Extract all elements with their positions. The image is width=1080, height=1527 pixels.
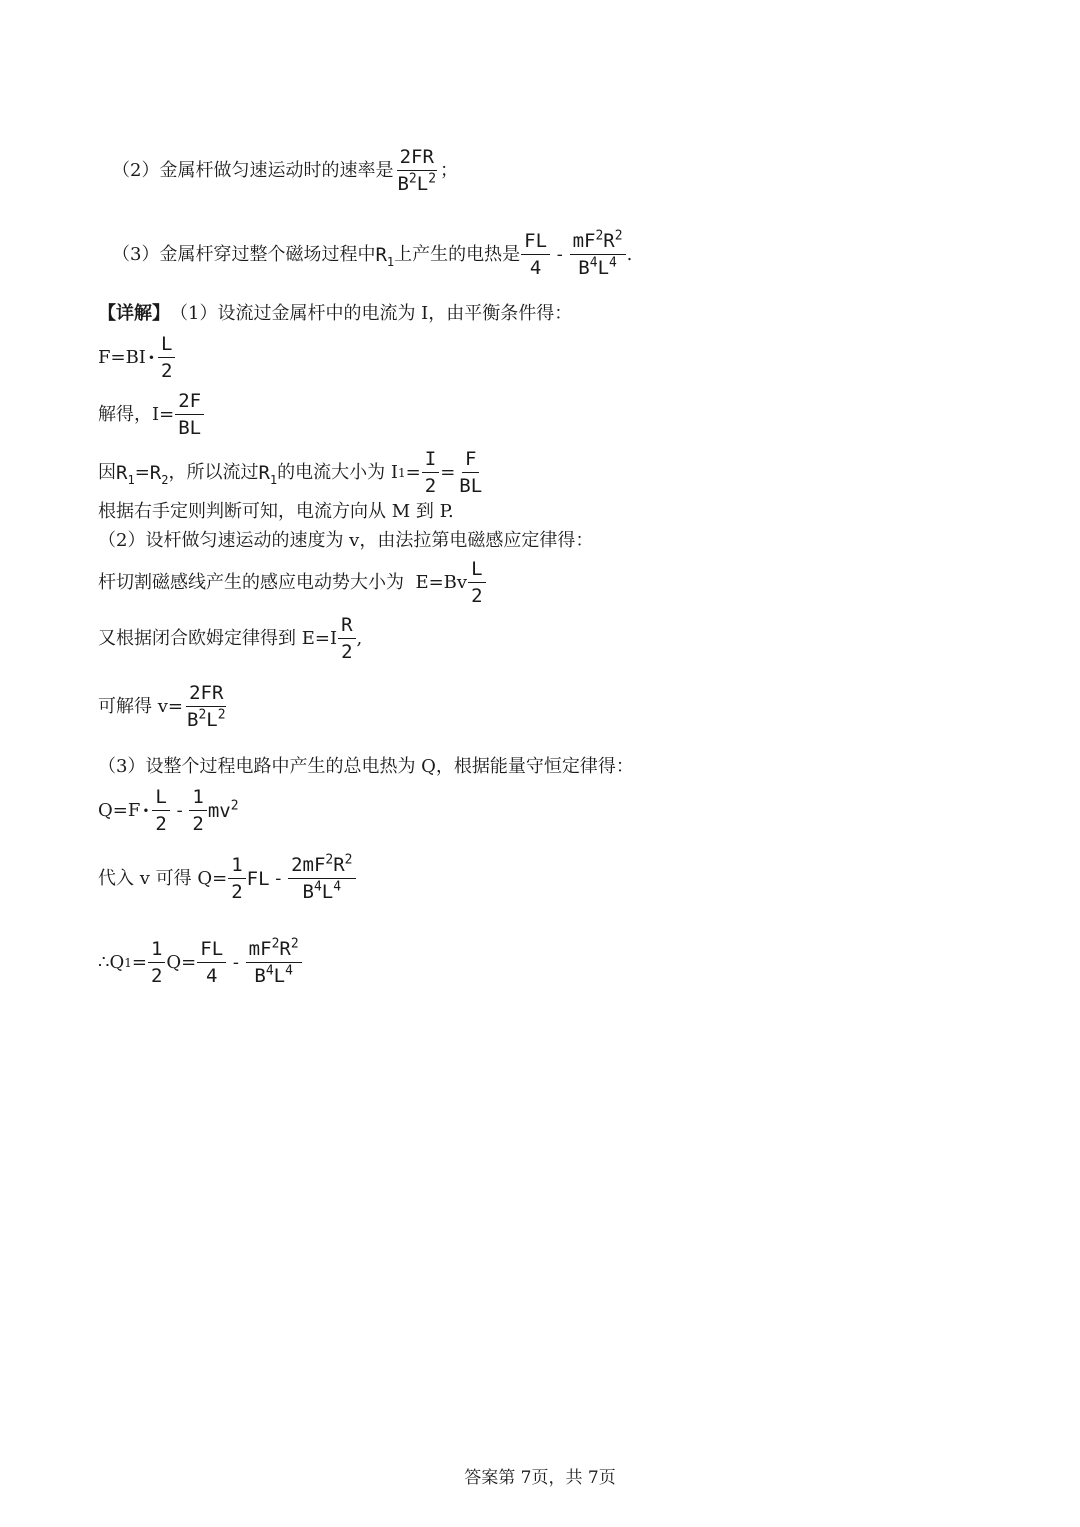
equation-4: 杆切割磁感线产生的感应电动势大小为 E=Bv $\frac{L}{2}$ xyxy=(98,560,487,606)
answer-3-resistor: $R_1$ xyxy=(375,243,395,269)
equation-9: ∴Q 1 = $\frac{1}{2}$ Q= $\frac{FL}{4}$ - $\frac{mF^2R^2}{B^4L^4}$ xyxy=(98,940,303,986)
answer-3-end: . xyxy=(626,244,633,265)
detail-part1-intro: （1）设流过金属杆中的电流为 I，由平衡条件得： xyxy=(170,303,573,324)
detail-part3-intro: （3）设整个过程电路中产生的总电热为 Q，根据能量守恒定律得： xyxy=(98,756,634,777)
answer-3-text: （3）金属杆穿过整个磁场过程中 xyxy=(112,244,376,265)
current-direction: 根据右手定则判断可知，电流方向从 M 到 P. xyxy=(98,501,454,522)
page-footer: 答案第 7页，共 7页 xyxy=(464,1468,616,1488)
answer-2-text: （2）金属杆做匀速运动时的速率是 xyxy=(112,160,394,181)
answer-3-line xyxy=(112,228,633,279)
answer-2-end: ； xyxy=(440,160,459,181)
detail-header: 【详解】 xyxy=(98,303,170,324)
detail-part2-intro: （2）设杆做匀速运动的速度为 v，由法拉第电磁感应定律得： xyxy=(98,530,594,551)
equation-3: 因 $R_1$ = $R_2$ ，所以流过 $R_1$ 的电流大小为 I 1 = $\frac{I}{2}$ = $\frac{F}{BL}$ xyxy=(98,448,483,497)
answer-3-text2: 上产生的电热是 xyxy=(394,244,521,265)
equation-5: 又根据闭合欧姆定律得到 E=I $\frac{R}{2}$ , xyxy=(98,614,363,663)
answer-2-numerator: 2FR xyxy=(397,148,437,171)
answer-2-fraction xyxy=(394,148,439,194)
equation-2: 解得，I= $\frac{2F}{BL}$ xyxy=(98,392,205,438)
answer-3-fraction-1: $\frac{FL}{4}$ xyxy=(521,232,550,278)
equation-8: 代入 v 可得 Q= $\frac{1}{2}$ FL - $\frac{2mF^2R^2}{B^4L^4}$ xyxy=(98,856,357,902)
answer-3-minus: - xyxy=(551,244,569,265)
answer-2-denominator: $B^2L^2$ xyxy=(397,171,437,195)
equation-6: 可解得 v= $\frac{2FR}{B^2L^2}$ xyxy=(98,682,226,731)
equation-1: F=BI • $\frac{L}{2}$ xyxy=(98,335,176,381)
answer-3-fraction-2: $\frac{mF^2R^2}{B^4L^4}$ xyxy=(570,232,626,278)
answer-2-line xyxy=(112,148,458,194)
detail-header-line xyxy=(98,305,572,323)
equation-7: Q=F • $\frac{L}{2}$ - $\frac{1}{2}$ $mv^2$ xyxy=(98,786,239,835)
